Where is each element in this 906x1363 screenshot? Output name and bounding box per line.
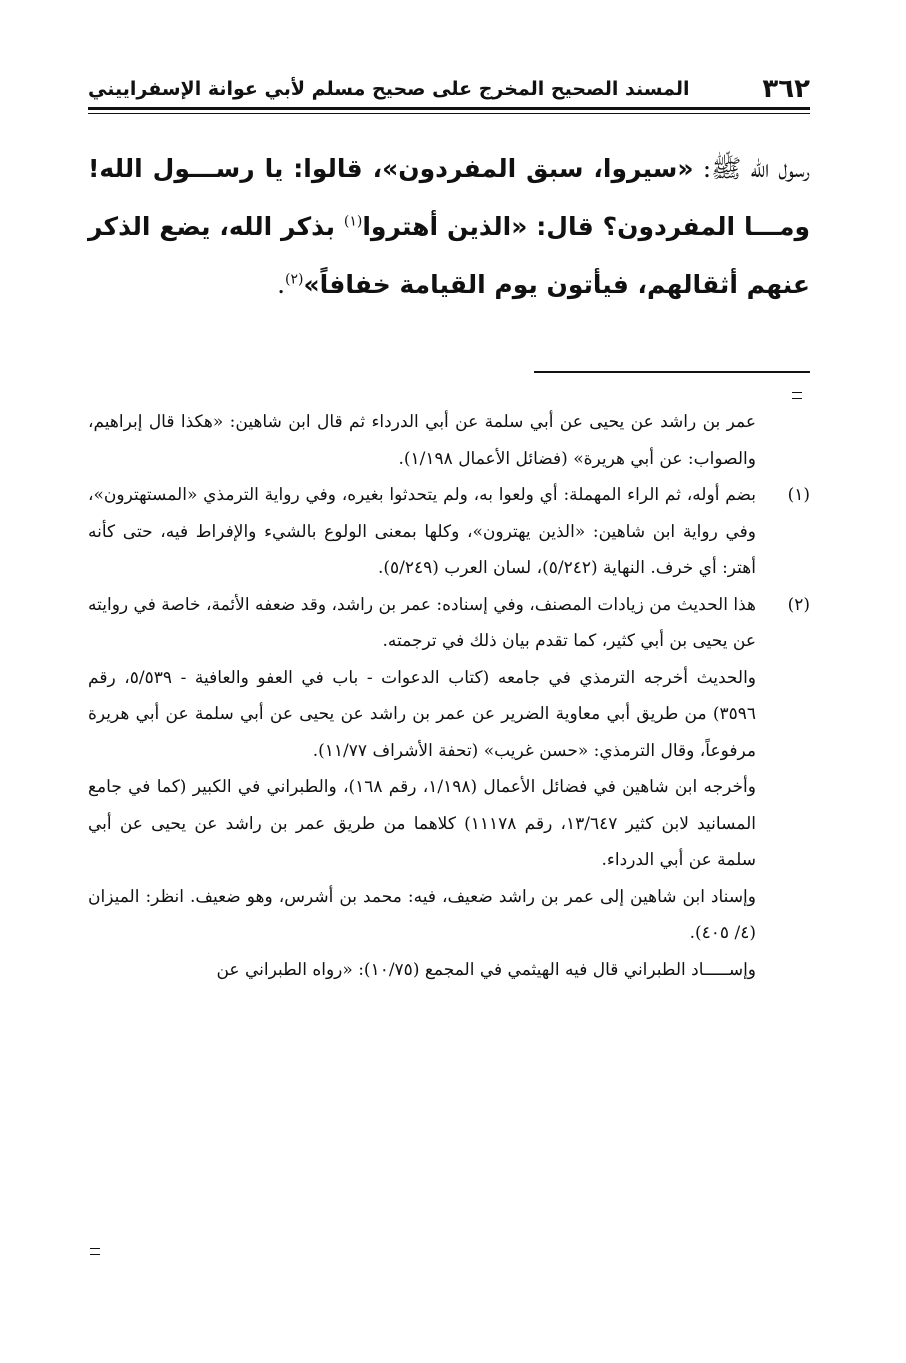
header-rule [88, 107, 810, 110]
footnote-2-number: (٢) [787, 594, 810, 615]
footnote-2 [88, 587, 810, 989]
hadith-lead: رسول الله ﷺ: [693, 154, 810, 183]
footnote-2-paragraph: وإســـــاد الطبراني قال فيه الهيثمي في المجمع (١٠/٧٥): «رواه الطبراني عن [216, 959, 756, 980]
continuation-mark-top [792, 392, 802, 399]
hadith-quote-part1: «سيروا، سبق المفردون»، قالوا: يا رســـول الله! ومـــا المفردون؟ قال: «الذين أهتروا [88, 154, 810, 241]
footnote-marker-2: (٢) [285, 271, 304, 288]
running-header [88, 70, 810, 104]
footnote-2-paragraph: هذا الحديث من زيادات المصنف، وفي إسناده: عمر بن راشد، وقد ضعفه الأئمة، خاصة في روايته عن يحيى بن أبي كثير، كما تقدم بيان ذلك في ترجمته. [88, 594, 756, 651]
footnote-marker-1: (١) [343, 213, 363, 230]
book-title: المسند الصحيح المخرج على صحيح مسلم لأبي عوانة الإسفراييني [88, 78, 690, 100]
footnote-2-body [88, 587, 756, 989]
footnote-1-text: بضم أوله، ثم الراء المهملة: أي ولعوا به، ولم يتحدثوا بغيره، وفي رواية الترمذي «المستهترون»، وفي رواية ابن شاهين: «الذين يهترون»، وكلها بمعنى الولوع بالشيء والإفراط فيه، حتى كأنه أهتر: أي خرف. النهاية (٥/٢٤٢)، لسان العرب (٥/٢٤٩). [88, 485, 756, 578]
footnotes-section [88, 404, 810, 988]
hadith-end: . [277, 270, 286, 299]
footnote-separator [534, 371, 810, 373]
main-text [88, 140, 810, 314]
footnote-1 [88, 477, 810, 587]
footnote-2-paragraph: وأخرجه ابن شاهين في فضائل الأعمال (١/١٩٨، رقم ١٦٨)، والطبراني في الكبير (كما في جامع المسانيد لابن كثير ١٣/٦٤٧، رقم ١١١٧٨) كلاهما من طريق عمر بن راشد عن يحيى عن أبي سلمة عن أبي الدرداء. [88, 777, 756, 870]
hadith-quote-part2: بذكر الله، يضع الذكر عنهم أثقالهم، فيأتون يوم القيامة خفافاً» [88, 212, 810, 299]
footnote-2-paragraph: وإسناد ابن شاهين إلى عمر بن راشد ضعيف، فيه: محمد بن أشرس، وهو ضعيف. انظر: الميزان (٤/ ٤٠٥). [88, 886, 756, 943]
footnote-2-paragraph: والحديث أخرجه الترمذي في جامعه (كتاب الدعوات - باب في العفو والعافية - ٥/٥٣٩، رقم ٣٥٩٦) من طريق أبي معاوية الضرير عن عمر بن راشد عن يحيى عن أبي سلمة عن أبي هريرة مرفوعاً، وقال الترمذي: «حسن غريب» (تحفة الأشراف ١١/٧٧). [88, 667, 757, 761]
continuation-mark-bottom [90, 1248, 100, 1255]
footnote-1-number: (١) [787, 485, 810, 505]
footnote-continuation: عمر بن راشد عن يحيى عن أبي سلمة عن أبي الدرداء ثم قال ابن شاهين: «هكذا قال إبراهيم، والصواب: عن أبي هريرة» (فضائل الأعمال ١/١٩٨). [88, 412, 756, 469]
page-number: ٣٦٢ [762, 74, 810, 104]
hadith-paragraph [88, 140, 810, 314]
header-rule-thin [88, 113, 810, 114]
